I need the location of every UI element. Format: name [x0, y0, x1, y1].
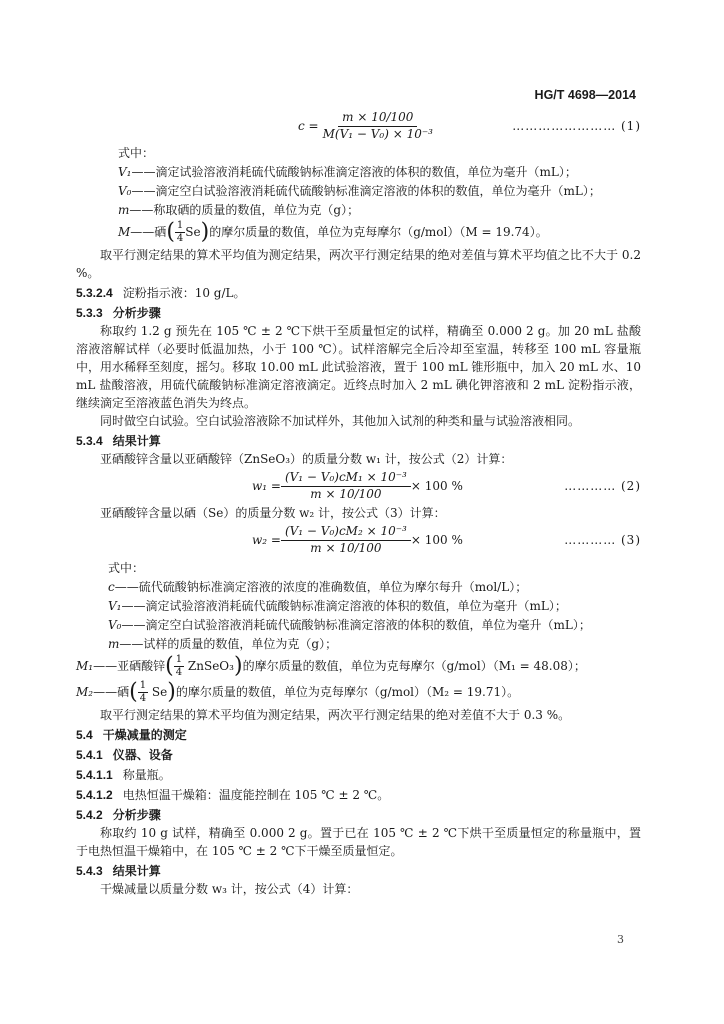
- formula-1-numerator: m × 10/100: [338, 110, 417, 127]
- formula-2: [76, 470, 641, 502]
- section-5-3-4-heading: 5.3.4 结果计算: [76, 434, 161, 449]
- formula-2-lhs: w₁ =: [252, 479, 281, 494]
- definition-m-2: m——试样的质量的数值，单位为克（g）；: [108, 636, 338, 651]
- definition-M: M——硒( $\frac{1}{4}$ Se)的摩尔质量的数值，单位为克每摩尔（g/mol）（M = 19.74）。: [118, 219, 548, 245]
- text-w3-intro: 干燥减量以质量分数 w₃ 计，按公式（4）计算：: [100, 881, 359, 896]
- section-5-4-1-1: 5.4.1.1 称量瓶。: [76, 767, 171, 782]
- definition-v0-2: V₀——滴定空白试验溶液消耗硫代硫酸钠标准滴定溶液的体积的数值，单位为毫升（mL）；: [108, 617, 591, 632]
- paragraph-blank-test: 同时做空白试验。空白试验溶液除不加试样外，其他加入试剂的种类和量与试验溶液相同。: [100, 414, 581, 429]
- formula-1: [76, 110, 641, 142]
- definition-v0: V₀——滴定空白试验溶液消耗硫代硫酸钠标准滴定溶液的体积的数值，单位为毫升（mL）；: [118, 184, 601, 199]
- section-5-4-2-heading: 5.4.2 分析步骤: [76, 807, 161, 822]
- formula-3-number: ………… (3): [564, 533, 641, 548]
- definitions-1: [76, 144, 641, 245]
- page-content: [76, 108, 641, 898]
- section-5-3-2-4: 5.3.2.4 淀粉指示液：10 g/L。: [76, 286, 246, 301]
- paragraph-average-1: 取平行测定结果的算术平均值为测定结果，两次平行测定结果的绝对差值与算术平均值之比不大于 0.2 %。: [76, 248, 641, 281]
- formula-2-tail: × 100 %: [410, 479, 463, 494]
- formula-1-lhs: c =: [298, 119, 319, 134]
- formula-2-number: ………… (2): [564, 479, 641, 494]
- definition-v1-2: V₁——滴定试验溶液消耗硫代硫酸钠标准滴定溶液的体积的数值，单位为毫升（mL）；: [108, 598, 567, 613]
- definition-M1: M₁——亚硒酸锌( $\frac{1}{4}$ ZnSeO₃)的摩尔质量的数值，单位为克每摩尔（g/mol）（M₁ = 48.08）；: [76, 653, 586, 679]
- section-5-4-1-2: 5.4.1.2 电热恒温干燥箱：温度能控制在 105 ℃ ± 2 ℃。: [76, 787, 390, 802]
- section-5-4-1-heading: 5.4.1 仪器、设备: [76, 747, 173, 762]
- formula-3: [76, 524, 641, 556]
- section-5-3-3-heading: 5.3.3 分析步骤: [76, 306, 161, 321]
- standard-code: HG/T 4698—2014: [534, 88, 636, 102]
- definition-v1: V₁——滴定试验溶液消耗硫代硫酸钠标准滴定溶液的体积的数值，单位为毫升（mL）；: [118, 165, 577, 180]
- formula-3-fraction: [281, 524, 411, 556]
- formula-2-numerator: (V₁ − V₀)cM₁ × 10⁻³: [281, 470, 411, 487]
- formula-3-numerator: (V₁ − V₀)cM₂ × 10⁻³: [281, 524, 411, 541]
- definitions-2-intro: 式中：: [108, 560, 145, 575]
- section-5-4-heading: 5.4 干燥减量的测定: [76, 727, 187, 742]
- definitions-1-intro: 式中：: [118, 146, 155, 161]
- formula-1-denominator: M(V₁ − V₀) × 10⁻³: [322, 126, 433, 141]
- paragraph-average-2: 取平行测定结果的算术平均值为测定结果，两次平行测定结果的绝对差值不大于 0.3 %。: [100, 707, 571, 722]
- formula-3-denominator: m × 10/100: [310, 540, 382, 555]
- definition-c: c——硫代硫酸钠标准滴定溶液的浓度的准确数值，单位为摩尔每升（mol/L）；: [108, 579, 528, 594]
- paragraph-analysis-steps: 称取约 1.2 g 预先在 105 ℃ ± 2 ℃下烘干至质量恒定的试样，精确至 0.000 2 g。加 20 mL 盐酸溶液溶解试样（必要时低温加热，小于 100 ℃）。试样溶解完全后冷却至室温，转移至 100 mL 容量瓶中，用水稀释至刻度，摇匀。移取 10.00 mL 此试验溶液，置于 100 mL 锥形瓶中，加入 20 mL 水、10 mL 盐酸溶液，用硫代硫酸钠标准滴定溶液滴定。近终点时加入 2 mL 碘化钾溶液和 2 mL 淀粉指示液，继续滴定至溶液蓝色消失为终点。: [76, 324, 641, 411]
- formula-1-number: …………………… (1): [512, 119, 641, 134]
- definitions-2: [76, 559, 641, 653]
- formula-1-fraction: [319, 110, 437, 142]
- formula-3-lhs: w₂ =: [252, 533, 281, 548]
- text-w1-intro: 亚硒酸锌含量以亚硒酸锌（ZnSeO₃）的质量分数 w₁ 计，按公式（2）计算：: [100, 452, 513, 467]
- section-5-4-3-heading: 5.4.3 结果计算: [76, 863, 161, 878]
- formula-2-fraction: [281, 470, 411, 502]
- definition-M2: M₂——硒( $\frac{1}{4}$ Se)的摩尔质量的数值，单位为克每摩尔（g/mol）（M₂ = 19.71）。: [76, 679, 520, 705]
- paragraph-drying-steps: 称取约 10 g 试样，精确至 0.000 2 g。置于已在 105 ℃ ± 2 ℃下烘干至质量恒定的称量瓶中，置于电热恒温干燥箱中，在 105 ℃ ± 2 ℃下干燥至质量恒定。: [76, 825, 641, 858]
- formula-2-denominator: m × 10/100: [310, 486, 382, 501]
- formula-3-tail: × 100 %: [410, 533, 463, 548]
- definition-m: m——称取硒的质量的数值，单位为克（g）；: [118, 203, 360, 218]
- text-w2-intro: 亚硒酸锌含量以硒（Se）的质量分数 w₂ 计，按公式（3）计算：: [100, 506, 446, 521]
- page-number: 3: [617, 933, 624, 946]
